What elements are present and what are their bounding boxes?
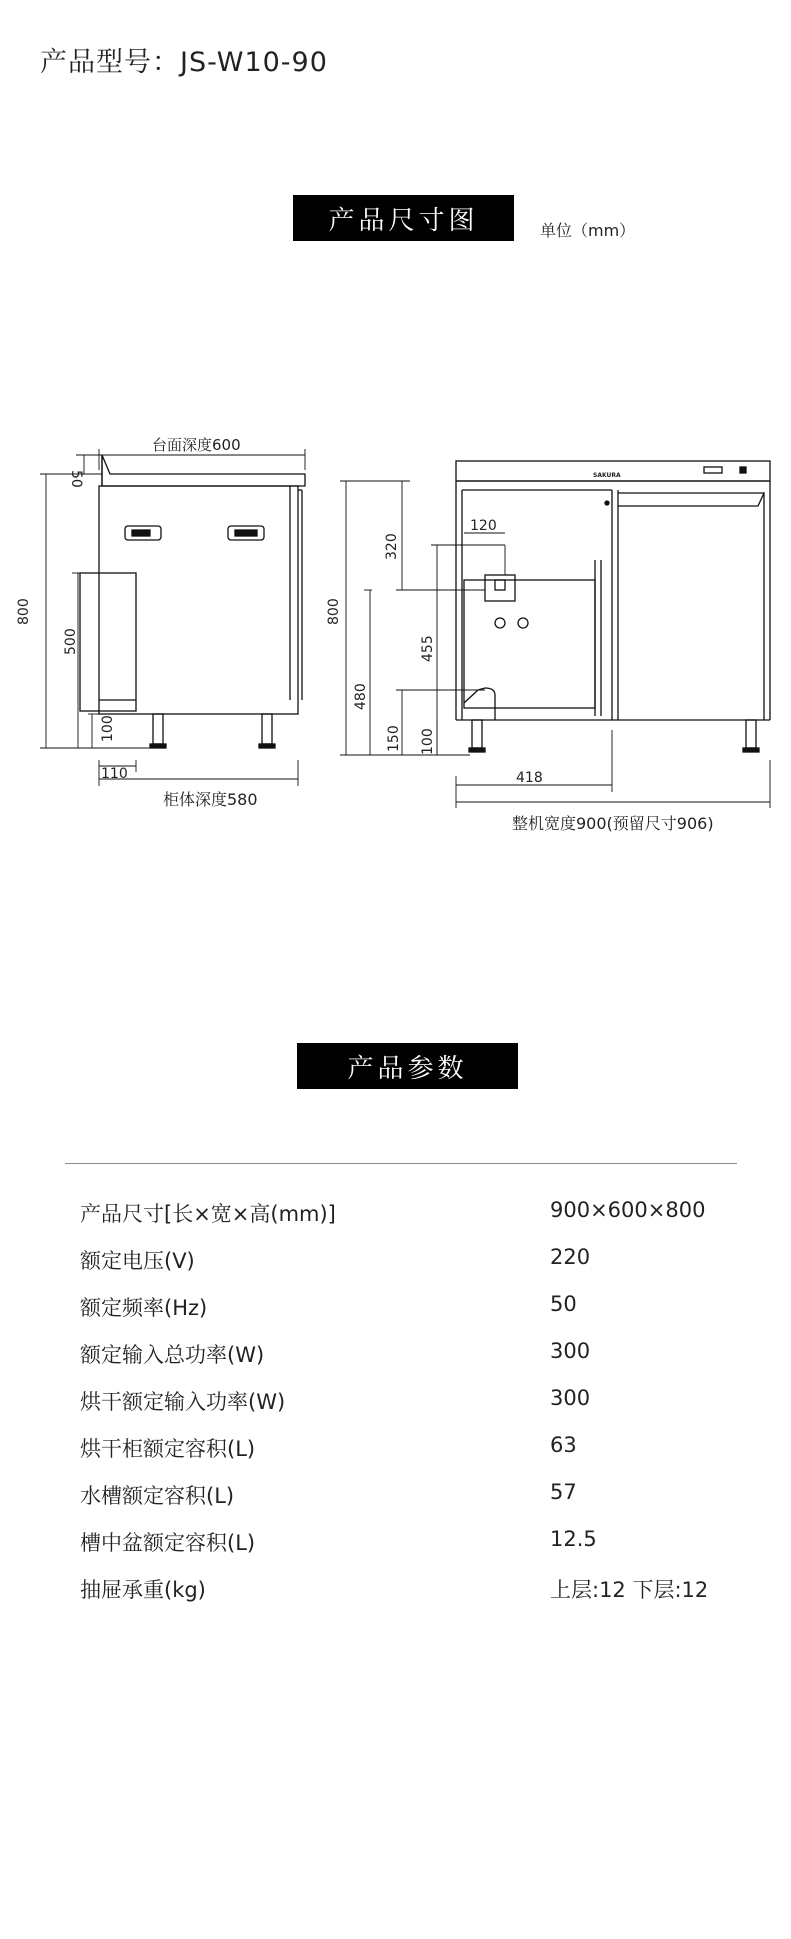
spec-label: 烘干额定输入功率(W) [80,1390,286,1414]
lower-offset-label: 150 [386,725,402,752]
niche-height-label: 480 [353,683,369,710]
spec-row [80,1574,740,1614]
spec-label: 额定频率(Hz) [80,1296,208,1320]
spec-row [80,1386,740,1426]
side-view [40,449,305,786]
spec-label: 额定电压(V) [80,1249,195,1273]
dimension-drawing [0,400,791,840]
spec-value: 220 [550,1245,591,1269]
side-total-height-label: 800 [16,598,32,625]
spec-value: 50 [550,1292,577,1316]
side-leg-height-label: 100 [100,715,116,742]
spec-value: 12.5 [550,1527,597,1551]
front-view [340,461,770,808]
spec-row [80,1339,740,1379]
front-leg-height-label: 100 [420,728,436,755]
backsplash-label: 50 [68,470,84,488]
spec-value: 300 [550,1339,591,1363]
spec-row [80,1292,740,1332]
brand-mark: SAKURA [593,472,621,479]
spec-row [80,1433,740,1473]
spec-row [80,1198,740,1238]
spec-value: 900×600×800 [550,1198,706,1222]
spec-row [80,1480,740,1520]
spec-value: 63 [550,1433,577,1457]
unit-label: 单位（mm） [540,221,636,240]
dimensions-heading: 产品尺寸图 [293,195,514,241]
countertop-depth-label: 台面深度600 [152,436,241,454]
socket-height-label: 455 [420,635,436,662]
spec-label: 产品尺寸[长×宽×高(mm)] [80,1202,336,1226]
spec-value: 57 [550,1480,577,1504]
cabinet-depth-label: 柜体深度580 [163,790,258,809]
spec-value: 上层:12 下层:12 [550,1578,709,1602]
inner-height-label: 500 [63,628,79,655]
spec-row [80,1245,740,1285]
toe-kick-label: 110 [101,766,128,782]
overall-width-label: 整机宽度900(预留尺寸906) [512,814,714,833]
spec-label: 额定输入总功率(W) [80,1343,265,1367]
spec-value: 300 [550,1386,591,1410]
front-total-height-label: 800 [326,598,342,625]
socket-offset-label: 120 [470,518,497,534]
params-heading: 产品参数 [297,1043,518,1089]
spec-label: 水槽额定容积(L) [80,1484,235,1508]
params-divider [65,1163,737,1164]
compartment-width-label: 418 [516,770,543,786]
model-title: 产品型号：JS-W10-90 [40,47,328,78]
spec-label: 槽中盆额定容积(L) [80,1531,256,1555]
spec-label: 抽屉承重(kg) [80,1578,206,1602]
spec-row [80,1527,740,1567]
spec-label: 烘干柜额定容积(L) [80,1437,256,1461]
top-gap-label: 320 [384,533,400,560]
